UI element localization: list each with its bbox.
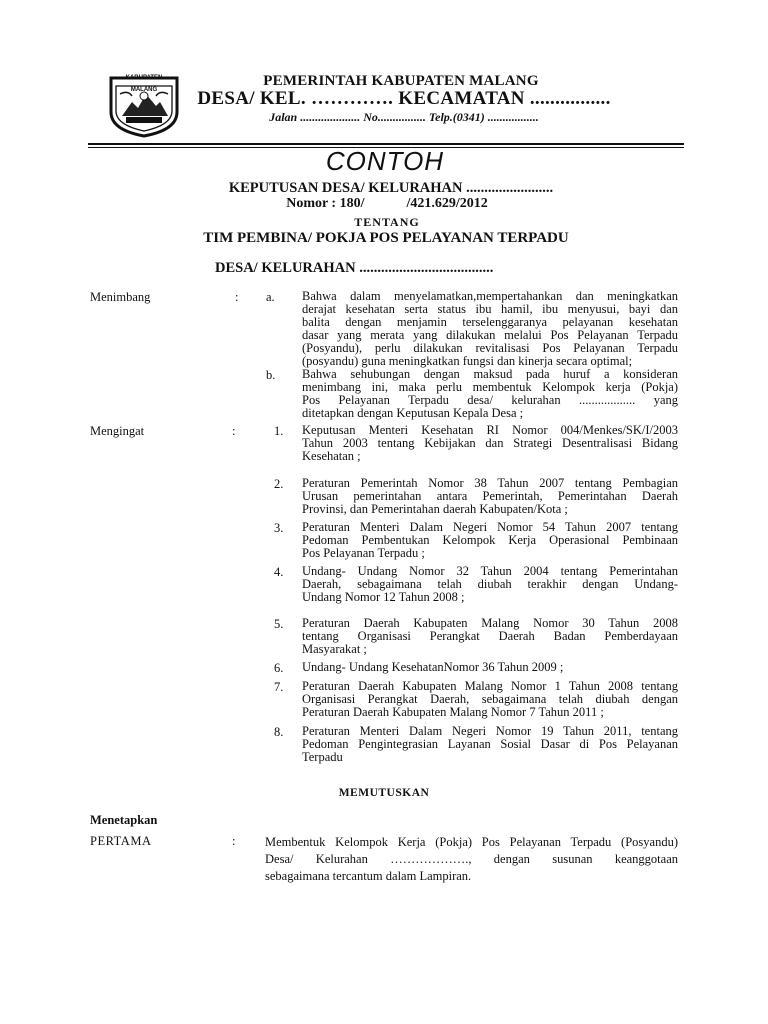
mengingat-marker: 8. xyxy=(274,725,284,739)
decree-about-label: TENTANG xyxy=(354,215,420,229)
text-line: balita dengan menjamin terselenggaranya pelayanan kesehatan xyxy=(302,315,678,329)
text-line: Daerah, sebagaimana telah diubah terakhir dengan Undang- xyxy=(302,577,678,591)
mengingat-colon: : xyxy=(232,424,236,438)
mengingat-item xyxy=(302,424,678,463)
pertama-label: PERTAMA xyxy=(90,834,152,848)
watermark-contoh: CONTOH xyxy=(325,146,445,176)
text-line: Bahwa dalam menyelamatkan,mempertahankan dan meningkatkan xyxy=(302,289,678,303)
text-line: Kesehatan ; xyxy=(302,449,361,463)
pertama-text xyxy=(265,834,678,885)
decree-number: Nomor : 180/ /421.629/2012 xyxy=(286,196,488,211)
text-line: Peraturan Pemerintah Nomor 38 Tahun 2007 tentang Pembagian xyxy=(302,476,678,490)
menimbang-item-a xyxy=(302,290,678,368)
text-line: Keputusan Menteri Kesehatan RI Nomor 004/Menkes/SK/I/2003 xyxy=(302,423,678,437)
letterhead-address: Jalan .................... No................ Telp.(0341) ................. xyxy=(269,110,539,124)
mengingat-item xyxy=(302,617,678,656)
text-line: Peraturan Menteri Dalam Negeri Nomor 54 Tahun 2007 tentang xyxy=(302,520,678,534)
text-line: Tahun 2003 tentang Kebijakan dan Strategi Desentralisasi Bidang xyxy=(302,436,678,450)
text-line: Undang- Undang Nomor 32 Tahun 2004 tentang Pemerintahan xyxy=(302,564,678,578)
text-line: (Posyandu), perlu dilakukan revitalisasi Pos Pelayanan Terpadu xyxy=(302,341,678,355)
letterhead-rule-thick xyxy=(88,143,684,145)
text-line: Provinsi, dan Pemerintahan daerah Kabupaten/Kota ; xyxy=(302,502,568,516)
mengingat-label: Mengingat xyxy=(90,424,145,438)
text-line: Peraturan Daerah Kabupaten Malang Nomor 7 Tahun 2011 ; xyxy=(302,705,604,719)
text-line: dasar yang merata yang dilakukan melalui Pos Pelayanan Terpadu xyxy=(302,328,678,342)
menimbang-item-b xyxy=(302,368,678,420)
mengingat-marker: 1. xyxy=(274,424,284,438)
mengingat-item xyxy=(302,477,678,516)
text-line: Membentuk Kelompok Kerja (Pokja) Pos Pelayanan Terpadu (Posyandu) xyxy=(265,835,678,849)
letterhead-village: DESA/ KEL. …………. KECAMATAN ................ xyxy=(197,88,611,109)
memutuskan-heading: MEMUTUSKAN xyxy=(338,787,430,799)
text-line: tentang Organisasi Perangkat Daerah Badan Pemberdayaan xyxy=(302,629,678,643)
text-line: Peraturan Daerah Kabupaten Malang Nomor 1 Tahun 2008 tentang xyxy=(302,679,678,693)
menetapkan-label: Menetapkan xyxy=(90,813,158,827)
text-line: Undang- Undang KesehatanNomor 36 Tahun 2009 ; xyxy=(302,660,564,674)
text-line: Urusan pemerintahan antara Pemerintah, Pemerintahan Daerah xyxy=(302,489,678,503)
mengingat-item xyxy=(302,521,678,560)
mengingat-item xyxy=(302,661,678,674)
mengingat-marker: 4. xyxy=(274,565,284,579)
logo-text: KABUPATEN MALANG xyxy=(125,75,163,93)
mengingat-marker: 2. xyxy=(274,477,284,491)
text-line: Undang Nomor 12 Tahun 2008 ; xyxy=(302,590,465,604)
text-line: Desa/ Kelurahan ………………., dengan susunan keanggotaan xyxy=(265,852,678,866)
menimbang-label: Menimbang xyxy=(90,290,151,304)
decree-title: KEPUTUSAN DESA/ KELURAHAN ........................ xyxy=(228,180,554,196)
text-line: (posyandu) guna meningkatkan fungsi dan kinerja secara optimal; xyxy=(302,354,633,368)
text-line: Pedoman Pengintegrasian Layanan Sosial Dasar di Pos Pelayanan xyxy=(302,737,678,751)
text-line: Terpadu xyxy=(302,750,343,764)
text-line: menimbang ini, maka perlu membentuk Kelompok kerja (Pokja) xyxy=(302,380,678,394)
text-line: derajat kesehatan serta status ibu hamil, ibu menyusui, bayi dan xyxy=(302,302,678,316)
text-line: Peraturan Menteri Dalam Negeri Nomor 19 Tahun 2011, tentang xyxy=(302,724,678,738)
text-line: Masyarakat ; xyxy=(302,642,367,656)
mengingat-item xyxy=(302,565,678,604)
menimbang-marker-a: a. xyxy=(266,290,275,304)
mengingat-marker: 7. xyxy=(274,680,284,694)
text-line: Bahwa sehubungan dengan maksud pada huruf a konsideran xyxy=(302,367,678,381)
letterhead-government: PEMERINTAH KABUPATEN MALANG xyxy=(263,73,539,89)
menimbang-colon: : xyxy=(235,290,239,304)
pertama-colon: : xyxy=(232,834,236,848)
text-line: Pedoman Pembentukan Kelompok Kerja Operasional Pembinaan xyxy=(302,533,678,547)
menimbang-marker-b: b. xyxy=(266,368,276,382)
text-line: ditetapkan dengan Keputusan Kepala Desa ; xyxy=(302,406,524,420)
decree-village: DESA/ KELURAHAN ..................................... xyxy=(215,260,494,276)
mengingat-marker: 6. xyxy=(274,661,284,675)
text-line: Pos Pelayanan Terpadu desa/ kelurahan .................. yang xyxy=(302,393,678,407)
mengingat-marker: 3. xyxy=(274,521,284,535)
text-line: Pos Pelayanan Terpadu ; xyxy=(302,546,425,560)
mengingat-item xyxy=(302,725,678,764)
decree-subject: TIM PEMBINA/ POKJA POS PELAYANAN TERPADU xyxy=(203,230,569,246)
mengingat-item xyxy=(302,680,678,719)
text-line: Organisasi Perangkat Daerah, sebagaimana telah diubah dengan xyxy=(302,692,678,706)
text-line: sebagaimana tercantum dalam Lampiran. xyxy=(265,869,472,883)
mengingat-marker: 5. xyxy=(274,617,284,631)
text-line: Peraturan Daerah Kabupaten Malang Nomor 30 Tahun 2008 xyxy=(302,616,678,630)
